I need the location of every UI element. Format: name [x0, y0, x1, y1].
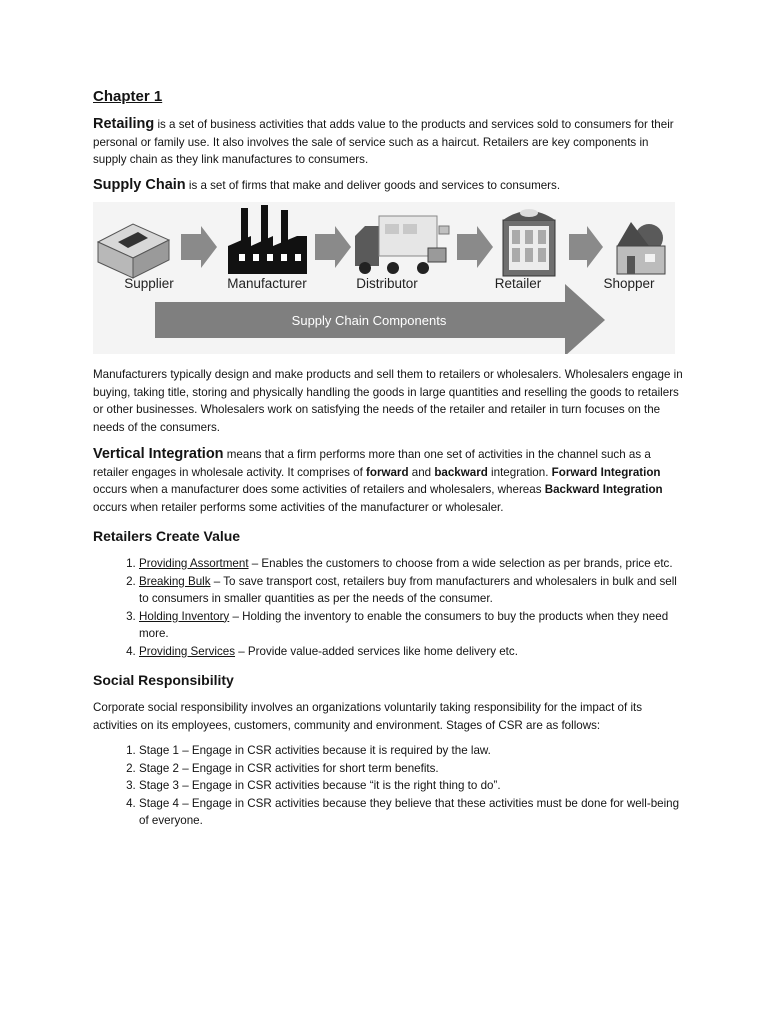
truck-icon [355, 216, 449, 274]
vi-text-2: integration. [487, 465, 549, 479]
retailing-paragraph [93, 116, 683, 169]
item-text: – To save transport cost, retailers buy from manufacturers and wholesalers in bulk and sell to consumers in smaller quantities as per the needs of the consumer. [139, 574, 677, 605]
label-retailer: Retailer [494, 276, 542, 291]
list-item [139, 608, 683, 643]
list-item: 4. Stage 4 – Engage in CSR activities because they believe that these activities must be done for well-being of everyone. [139, 795, 683, 830]
vi-text-1: means that a firm performs more than one set of activities in the channel such as a retailer engages in wholesale activity. It comprises of [93, 448, 651, 479]
create-value-heading: Retailers Create Value [93, 528, 241, 544]
list-item: 3. Stage 3 – Engage in CSR activities because “it is the right thing to do”. [139, 777, 683, 795]
list-item [139, 555, 683, 573]
vi-backward: backward [434, 465, 488, 479]
social-responsibility-heading: Social Responsibility [93, 672, 234, 688]
retailing-term: Retailing [93, 116, 155, 132]
store-icon [503, 209, 555, 276]
list-item: 2. Stage 2 – Engage in CSR activities for short term benefits. [139, 760, 683, 778]
vertical-integration-paragraph [93, 446, 683, 516]
supply-chain-paragraph [93, 177, 683, 195]
list-item: 1. Stage 1 – Engage in CSR activities because it is required by the law. [139, 742, 683, 760]
item-title: Breaking Bulk [139, 574, 211, 588]
house-icon [617, 222, 665, 274]
create-value-list [93, 555, 683, 660]
retailing-text: is a set of business activities that adds value to the products and services sold to consumers for their personal or family use. It also involves the sale of service such as a haircut. Retailers are key components in supply chain as they link manufactures to consumers. [93, 118, 674, 166]
vi-forward: forward [366, 465, 409, 479]
csr-paragraph: Corporate social responsibility involves an organizations voluntarily taking responsibility for the impact of its activities on its employees, customers, community and environment. Stages of CSR are as follows: [93, 701, 643, 732]
csr-stages-list [93, 742, 683, 830]
item-text: – Holding the inventory to enable the consumers to buy the products when they need more. [139, 609, 669, 640]
supply-chain-figure [93, 202, 675, 354]
item-title: Providing Services [139, 644, 236, 658]
document-page [93, 88, 683, 840]
vi-and: and [408, 465, 435, 479]
vi-text-4: occurs when retailer performs some activities of the manufacturer or wholesaler. [93, 500, 504, 514]
factory-icon [228, 205, 307, 274]
vi-backward-integration: Backward Integration [544, 483, 663, 496]
vi-forward-integration: Forward Integration [551, 465, 661, 479]
list-item [139, 643, 683, 661]
item-title: Providing Assortment [139, 557, 249, 570]
label-distributor: Distributor [356, 276, 418, 291]
list-item [139, 573, 683, 608]
item-text: – Enables the customers to choose from a wide selection as per brands, price etc. [248, 557, 673, 570]
chapter-title: Chapter 1 [93, 88, 163, 105]
item-text: – Provide value-added services like home delivery etc. [235, 644, 518, 658]
item-title: Holding Inventory [139, 609, 230, 623]
label-manufacturer: Manufacturer [227, 276, 307, 291]
manufacturers-paragraph: Manufacturers typically design and make products and sell them to retailers or wholesalers. Wholesalers engage in buying, taking title, storing and physically handling the goods in large quantities and reselling the goods to retailers or other businesses. Wholesalers work on satisfying the needs of the retailer and retailer in turn focuses on the needs of the consumers. [93, 368, 683, 434]
label-supplier: Supplier [124, 276, 174, 291]
label-shopper: Shopper [603, 276, 655, 291]
vertical-integration-term: Vertical Integration [93, 446, 224, 462]
banner-text: Supply Chain Components [291, 313, 447, 328]
supplier-icon [98, 224, 169, 278]
supply-chain-text: is a set of firms that make and deliver goods and services to consumers. [185, 178, 561, 192]
supply-chain-term: Supply Chain [93, 176, 186, 193]
vi-text-3: occurs when a manufacturer does some activities of retailers and wholesalers, whereas [93, 483, 545, 496]
